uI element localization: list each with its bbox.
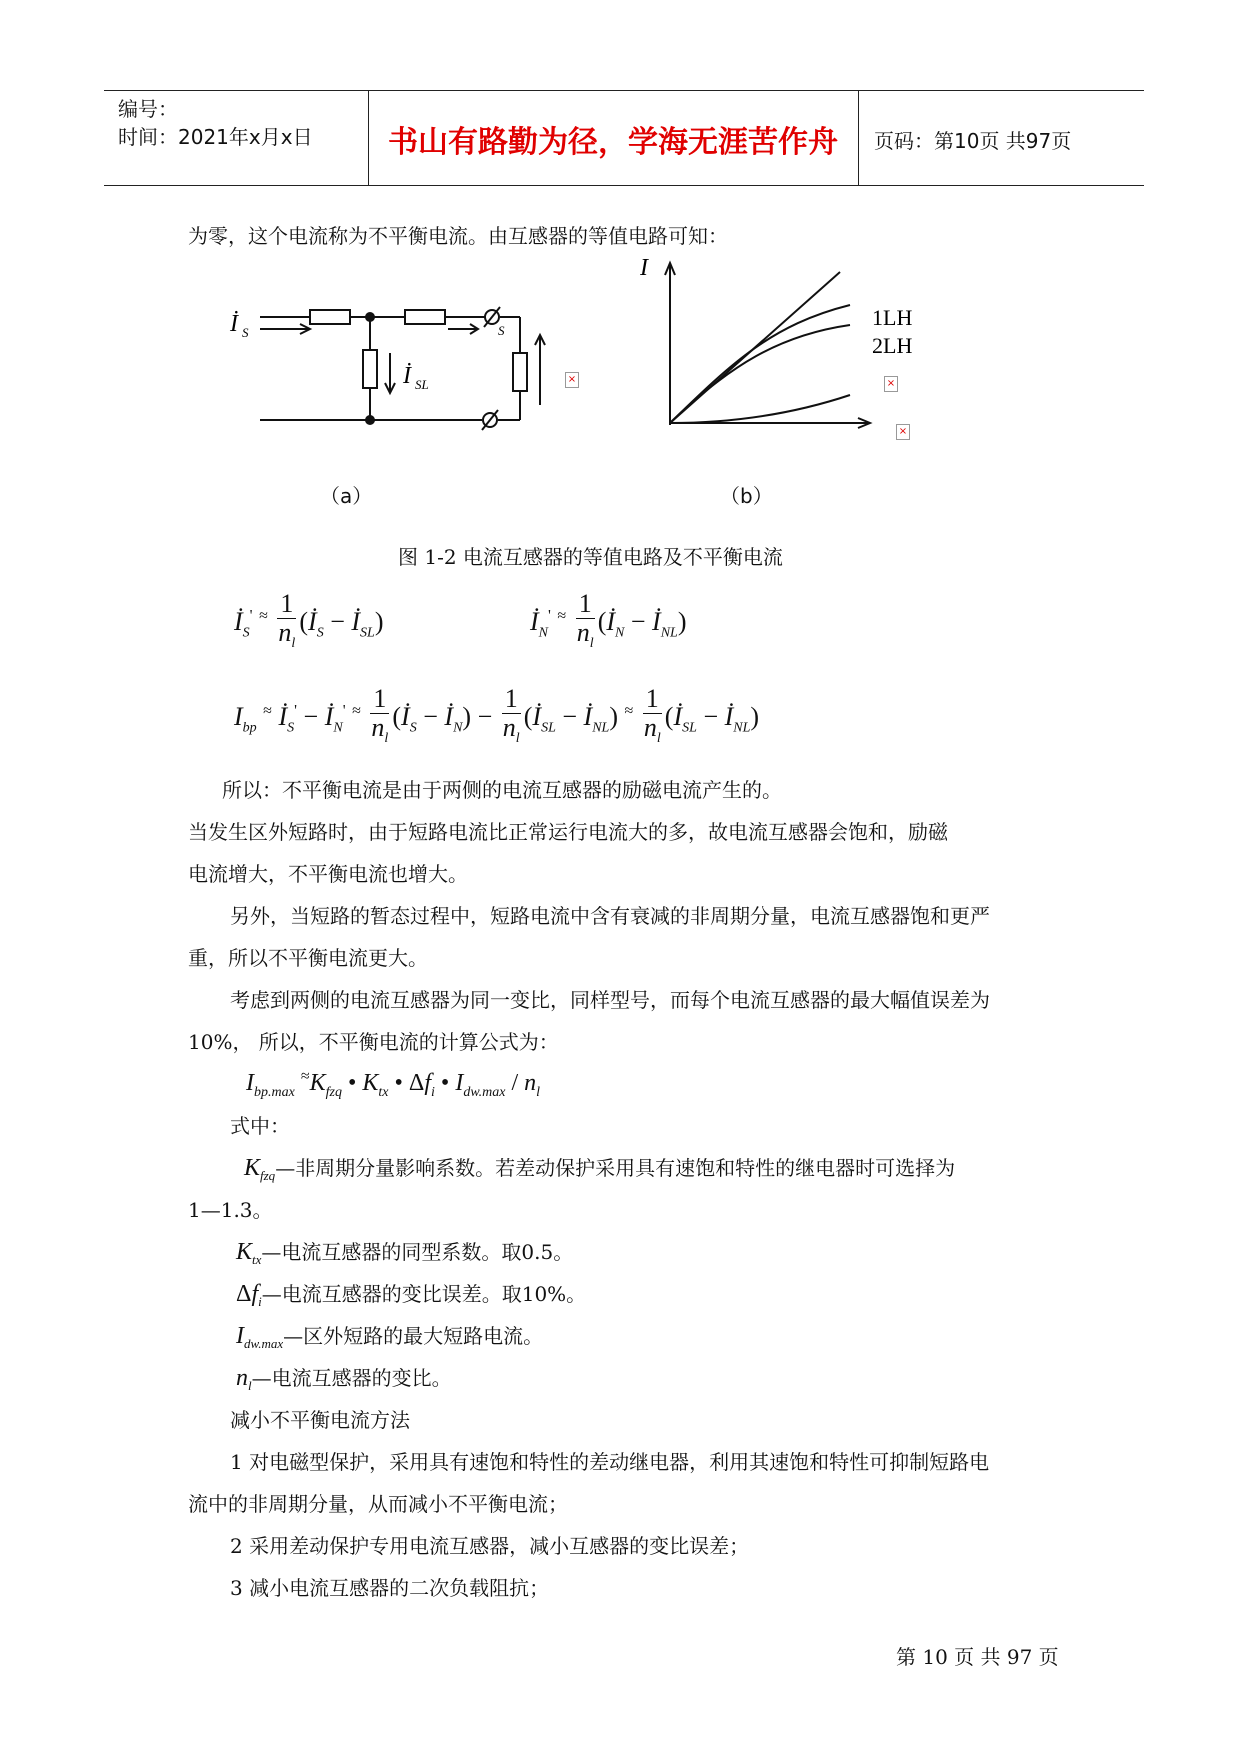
method-1-line-2: 流中的非周期分量，从而减小不平衡电流； [188,1492,568,1516]
paragraph-2-line-1: 当发生区外短路时，由于短路电流比正常运行电流大的多，故电流互感器会饱和，励磁 [188,820,948,844]
svg-text:S: S [498,323,505,338]
broken-image-icon: × [896,424,910,440]
paragraph-1: 所以：不平衡电流是由于两侧的电流互感器的励磁电流产生的。 [222,778,782,802]
figure-caption: 图 1-2 电流互感器的等值电路及不平衡电流 [398,545,783,569]
header-meta [118,95,313,151]
figure-label-b: （b） [720,484,773,508]
i-dw-line: $I_{dw.max}—$区外短路的最大短路电流。 [236,1323,544,1351]
curve-label-1lh: 1LH [872,305,913,330]
k-fzq-line: $K_{fzq}—$非周期分量影响系数。若差动保护采用具有速饱和特性的继电器时可选择为 [244,1155,956,1183]
equation-ibp: $I_{bp}$ ≈ $İ_S'$ − $İ_N'$ ≈ $\frac{1}{n_l}$ ($İ_S$ − $İ_N$) − $\frac{1}{n_l}$ ($İ_{SL}$ − $İ_{NL}$) ≈ $\frac{1}{n_l}$ ($İ_{SL}$ − $İ_{NL}$) [234,684,760,747]
paragraph-4-line-2: 10%， 所以，不平衡电流的计算公式为： [188,1030,559,1054]
svg-text:SL: SL [415,377,429,392]
n-l-desc: —电流互感器的变比。 [251,1366,452,1390]
k-tx-line: $K_{tx}—$电流互感器的同型系数。取0.5。 [236,1239,574,1267]
k-tx-desc: —电流互感器的同型系数。取0.5。 [261,1240,574,1264]
svg-text:İ: İ [403,363,411,389]
figure-label-a: （a） [320,484,373,508]
header-divider [858,91,859,185]
broken-image-icon: × [884,376,898,392]
svg-text:S: S [242,325,249,340]
method-3: 3 减小电流互感器的二次负载阻抗； [230,1576,550,1600]
header-number: 编号： [118,97,178,121]
method-title: 减小不平衡电流方法 [230,1408,410,1432]
document-header [104,90,1144,186]
equation-is-prime: $İ_S'$ ≈ $\frac{1}{n_l}$ ($İ_S$ − $İ_{SL}$) [234,589,384,652]
svg-text:I: I [640,255,648,281]
curve-label-2lh: 2LH [872,333,913,358]
unbalanced-current-graph [640,255,940,445]
paragraph-2-line-2: 电流增大，不平衡电流也增大。 [188,862,468,886]
delta-f-desc: —电流互感器的变比误差。取10%。 [261,1282,587,1306]
header-page-info: 页码：第10页 共97页 [874,129,1072,153]
header-time: 时间：2021年x月x日 [118,125,313,149]
method-2: 2 采用差动保护专用电流互感器，减小互感器的变比误差； [230,1534,750,1558]
equivalent-circuit-diagram [220,255,600,445]
intro-text: 为零，这个电流称为不平衡电流。由互感器的等值电路可知： [188,224,728,248]
equation-ibp-max: $I_{bp.max}$ $^\approx K_{fzq}$ • $K_{tx}$ • $\Delta f_i$ • $I_{dw.max} / n_l$ [246,1068,540,1100]
paragraph-3-line-1: 另外，当短路的暂态过程中，短路电流中含有衰减的非周期分量，电流互感器饱和更严 [230,904,990,928]
paragraph-4-line-1: 考虑到两侧的电流互感器为同一变比，同样型号，而每个电流互感器的最大幅值误差为 [230,988,990,1012]
page-footer: 第 10 页 共 97 页 [896,1645,1059,1669]
svg-text:İ: İ [230,311,238,337]
paragraph-3-line-2: 重，所以不平衡电流更大。 [188,946,428,970]
equation-in-prime: $İ_N'$ ≈ $\frac{1}{n_l}$ ($İ_N$ − $İ_{NL}$) [530,589,687,652]
n-l-line: $n_l—$电流互感器的变比。 [236,1365,452,1393]
method-1-line-1: 1 对电磁型保护，采用具有速饱和特性的差动继电器，利用其速饱和特性可抑制短路电 [230,1450,990,1474]
i-dw-desc: —区外短路的最大短路电流。 [283,1324,544,1348]
k-fzq-range: 1—1.3。 [188,1198,273,1222]
delta-f-line: $\Delta f_i—$电流互感器的变比误差。取10%。 [236,1281,587,1309]
where-label: 式中： [230,1114,290,1138]
k-fzq-desc: —非周期分量影响系数。若差动保护采用具有速饱和特性的继电器时可选择为 [275,1156,956,1180]
broken-image-icon: × [565,372,579,388]
header-motto: 书山有路勤为径，学海无涯苦作舟 [388,125,838,160]
